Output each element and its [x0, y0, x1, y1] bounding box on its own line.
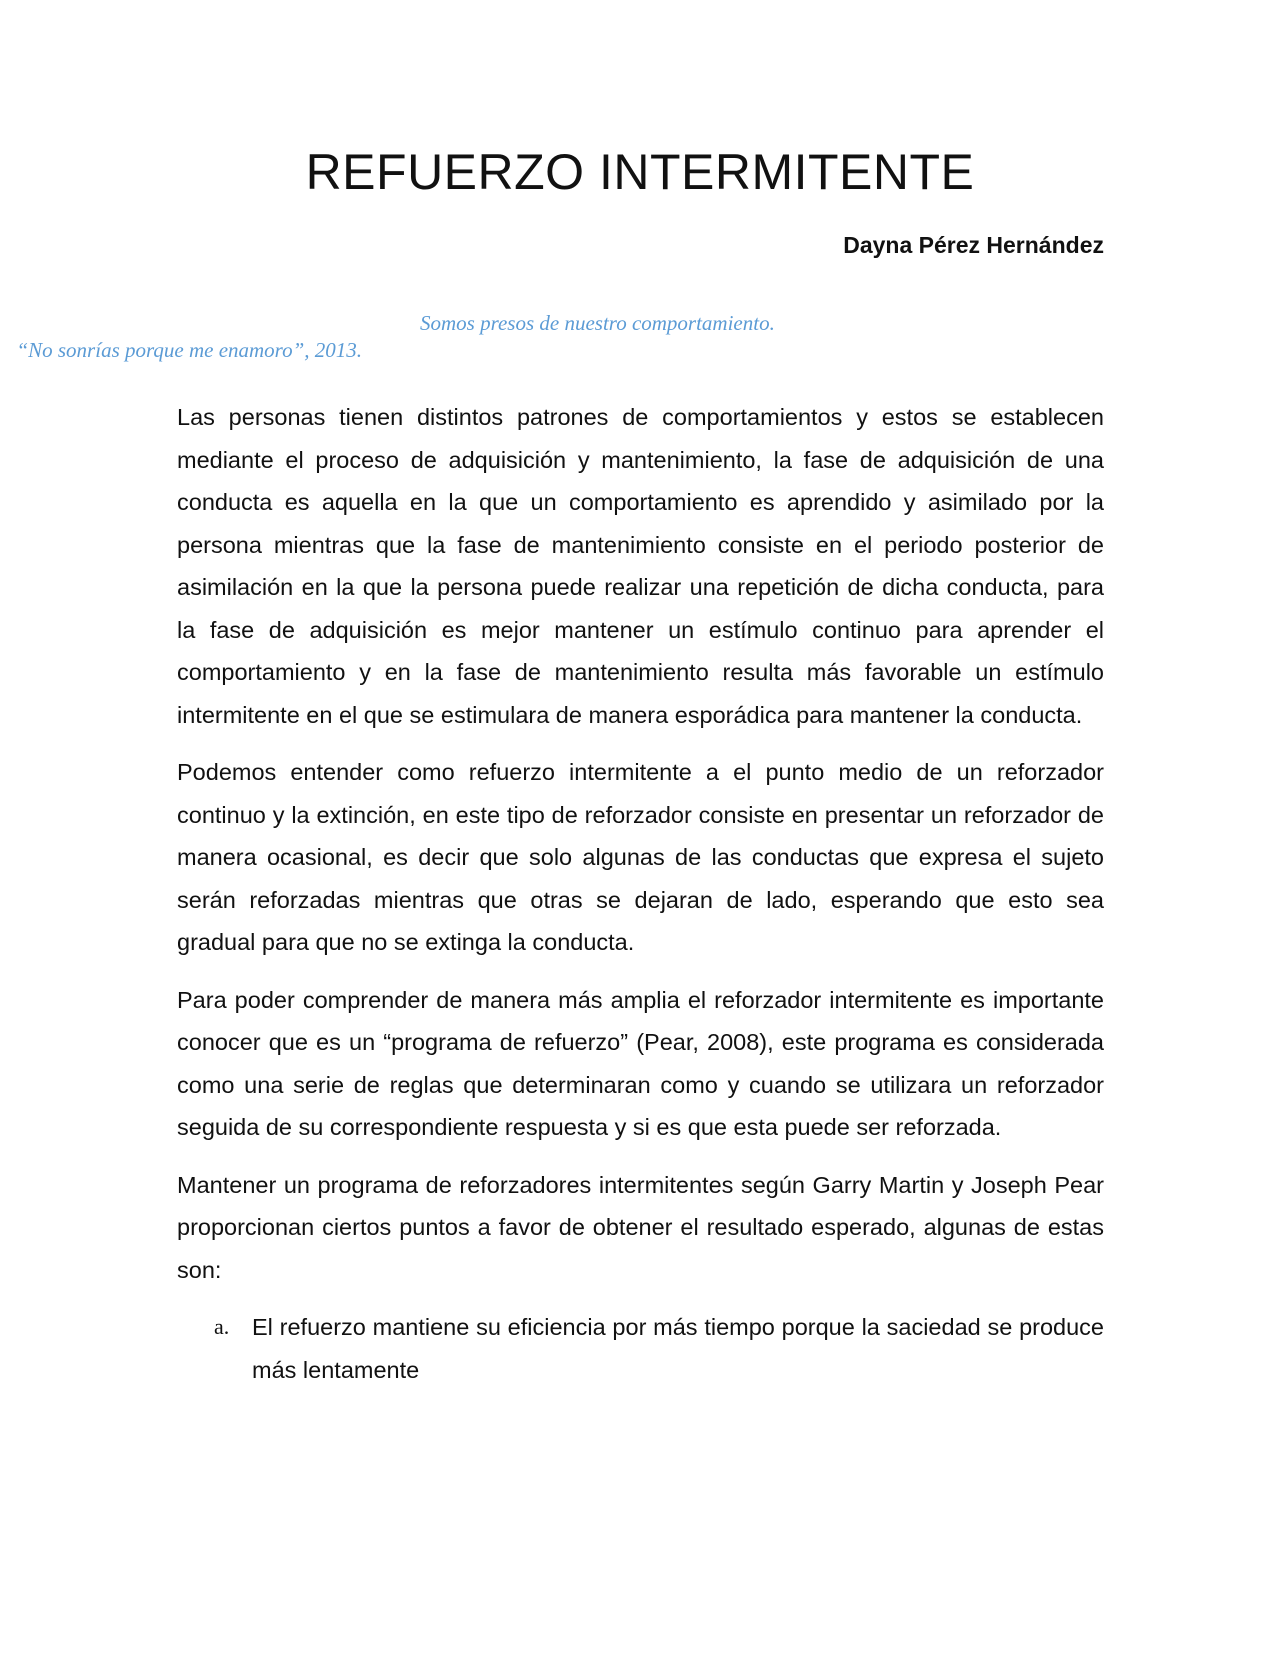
author-name: Dayna Pérez Hernández	[843, 232, 1104, 258]
paragraph-1: Las personas tienen distintos patrones de comportamientos y estos se establecen mediante el proceso de adquisición y mantenimiento, la fase de adquisición de una conducta es aquella en la que un comportamiento es aprendido y asimilado por la persona mientras que la fase de mantenimiento consiste en el periodo posterior de asimilación en la que la persona puede realizar una repetición de dicha conducta, para la fase de adquisición es mejor mantener un estímulo continuo para aprender el comportamiento y en la fase de mantenimiento resulta más favorable un estímulo intermitente en el que se estimulara de manera esporádica para mantener la conducta.	[177, 404, 1104, 728]
document-title: REFUERZO INTERMITENTE	[305, 144, 975, 200]
epigraph-source: “No sonrías porque me enamoro”, 2013.	[16, 338, 362, 362]
paragraph-3: Para poder comprender de manera más amplia el reforzador intermitente es importante conocer que es un “programa de refuerzo” (Pear, 2008), este programa es considerada como una serie de reglas que determinaran como y cuando se utilizara un reforzador seguida de su correspondiente respuesta y si es que esta puede ser reforzada.	[177, 986, 1104, 1140]
paragraph-2: Podemos entender como refuerzo intermitente a el punto medio de un reforzador continuo y la extinción, en este tipo de reforzador consiste en presentar un reforzador de manera ocasional, es decir que solo algunas de las conductas que expresa el sujeto serán reforzadas mientras que otras se dejaran de lado, esperando que esto sea gradual para que no se extinga la conducta.	[177, 759, 1104, 955]
list-item	[177, 1306, 1104, 1391]
list-marker: a.	[214, 1314, 230, 1339]
paragraph-4: Mantener un programa de reforzadores intermitentes según Garry Martin y Joseph Pear proporcionan ciertos puntos a favor de obtener el resultado esperado, algunas de estas son:	[177, 1171, 1104, 1283]
epigraph-quote: Somos presos de nuestro comportamiento.	[420, 311, 775, 335]
document-body	[177, 396, 1104, 1391]
list-item-text: El refuerzo mantiene su eficiencia por más tiempo porque la saciedad se produce más lentamente	[252, 1314, 1104, 1383]
advantages-list	[177, 1306, 1104, 1391]
